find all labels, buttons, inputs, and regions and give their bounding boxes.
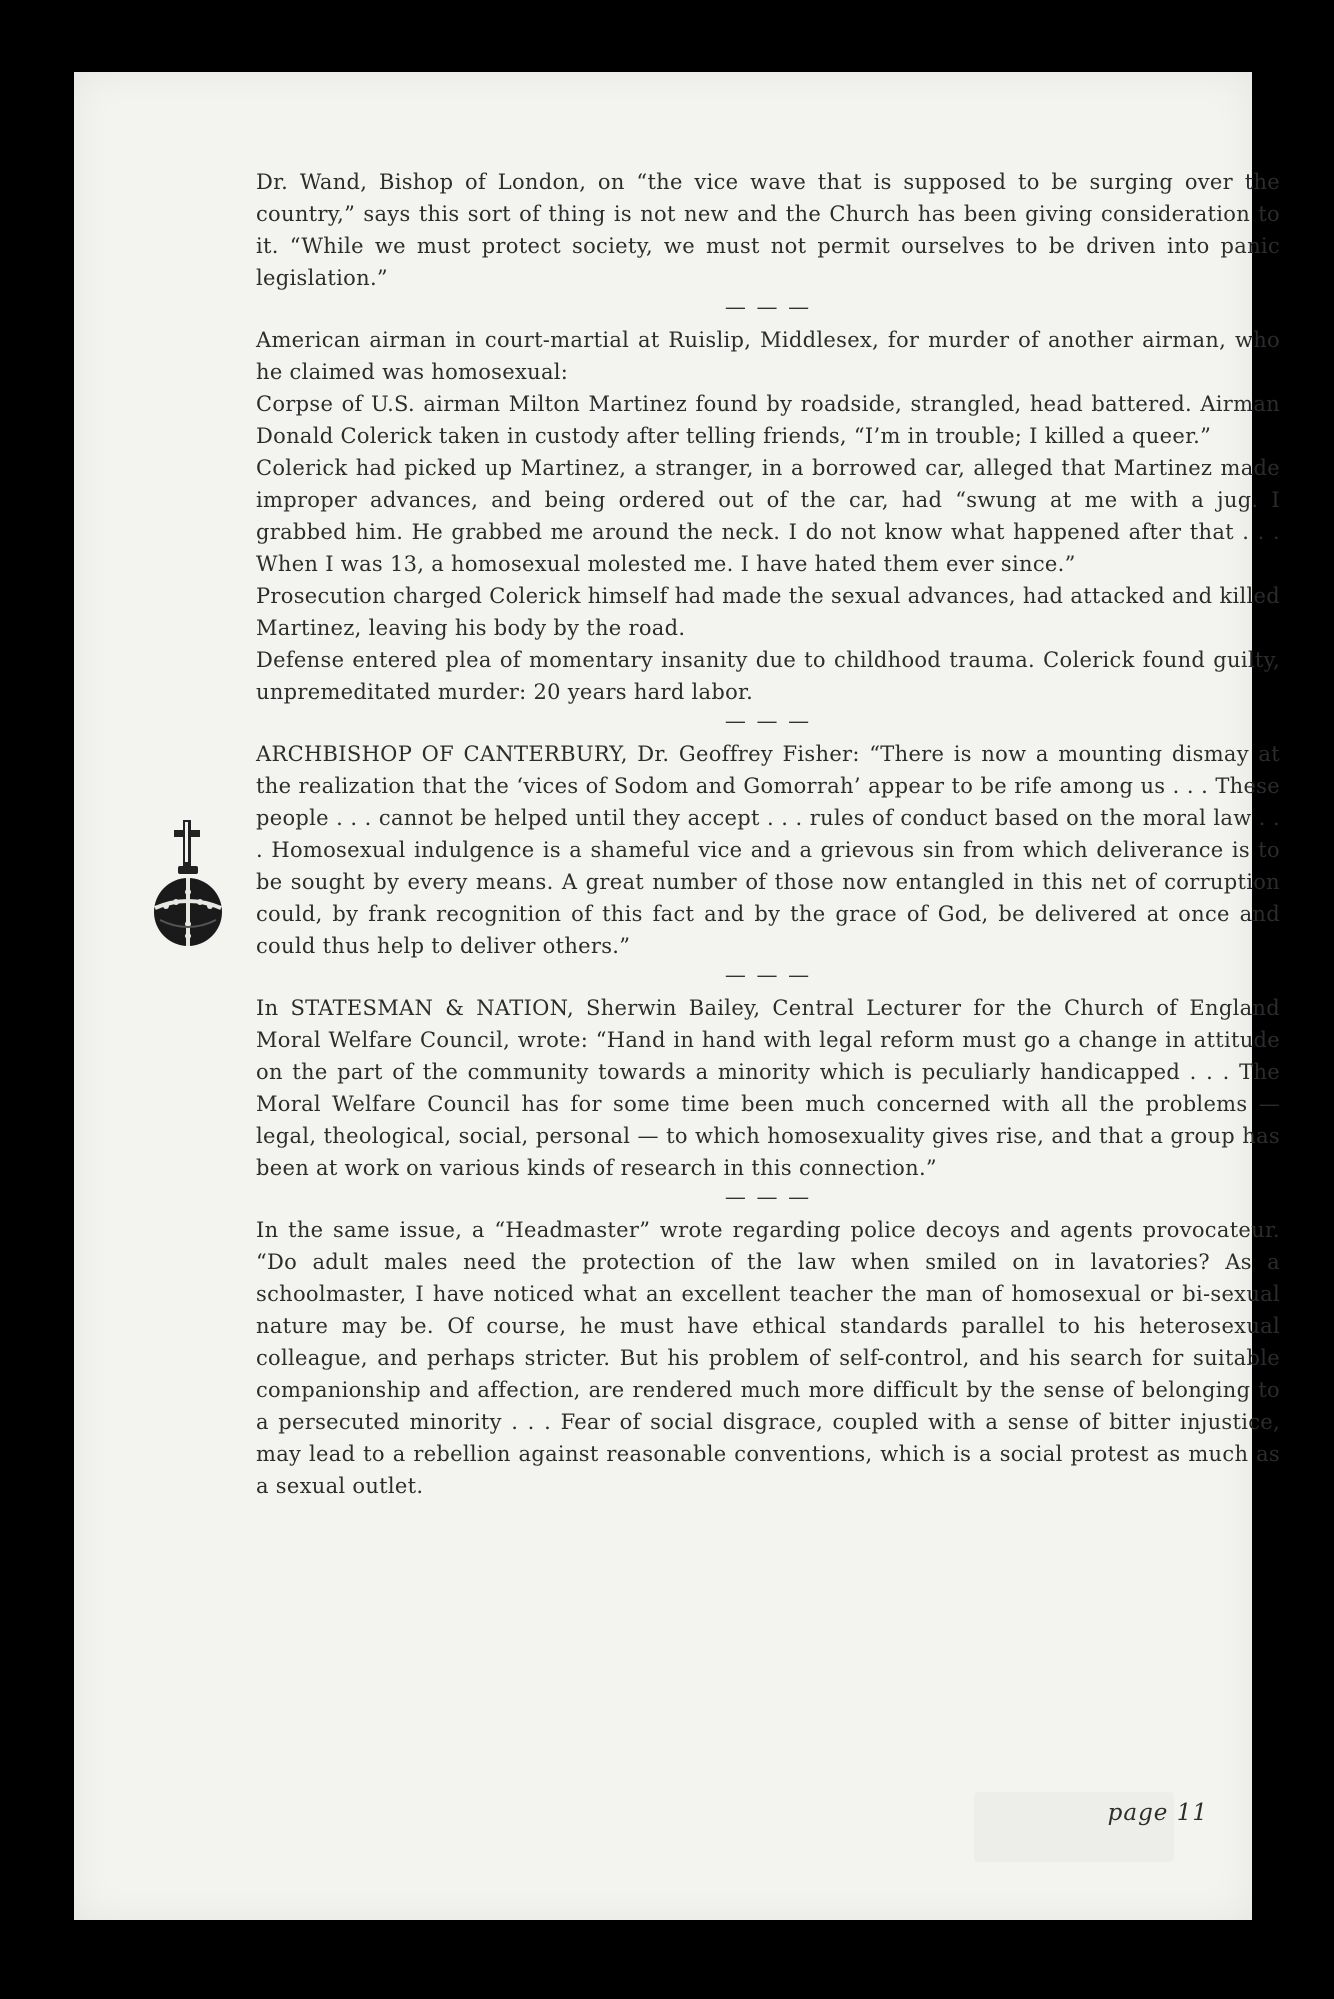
- paragraph-corpse: Corpse of U.S. airman Milton Martinez found by roadside, strangled, head battered. Airman Donald Colerick taken in custody after telling friends, “I’m in trouble; I killed a queer.”: [256, 392, 1280, 448]
- paragraph-bishop-wand: Dr. Wand, Bishop of London, on “the vice wave that is supposed to be surging over the country,” says this sort of thing is not new and the Church has been giving consideration to it. “While we must protect society, we must not permit ourselves to be driven into panic legislation.”: [256, 170, 1280, 290]
- section-separator: — — —: [724, 1185, 812, 1209]
- section-separator: — — —: [724, 963, 812, 987]
- paragraph-prosecution: Prosecution charged Colerick himself had made the sexual advances, had attacked and killed Martinez, leaving his body by the road.: [256, 584, 1280, 640]
- paragraph-defense: Defense entered plea of momentary insanity due to childhood trauma. Colerick found guilty, unpremeditated murder: 20 years hard labor.: [256, 648, 1280, 704]
- article-body: [256, 166, 1280, 1502]
- paragraph-statesman-nation: In STATESMAN & NATION, Sherwin Bailey, Central Lecturer for the Church of England Moral Welfare Council, wrote: “Hand in hand with legal reform must go a change in attitude on the part of the community towards a minority which is peculiarly handicapped . . . The Moral Welfare Council has for some time been much concerned with all the problems — legal, theological, social, personal — to which homosexuality gives rise, and that a group has been at work on various kinds of research in this connection.”: [256, 996, 1280, 1180]
- document-page: [74, 72, 1280, 1920]
- page-number: page 11: [1107, 1800, 1208, 1826]
- paragraph-airman-intro: American airman in court-martial at Ruislip, Middlesex, for murder of another airman, who he claimed was homosexual:: [256, 328, 1280, 384]
- section-separator: — — —: [724, 295, 812, 319]
- paragraph-archbishop: ARCHBISHOP OF CANTERBURY, Dr. Geoffrey Fisher: “There is now a mounting dismay at the realization that the ‘vices of Sodom and Gomorrah’ appear to be rife among us . . . These people . . . cannot be helped until they accept . . . rules of conduct based on the moral law . . . Homosexual indulgence is a shameful vice and a grievous sin from which deliverance is to be sought by every means. A great number of those now entangled in this net of corruption could, by frank recognition of this fact and by the grace of God, be delivered at once and could thus help to deliver others.”: [256, 742, 1280, 958]
- section-separator: — — —: [724, 709, 812, 733]
- paragraph-colerick: Colerick had picked up Martinez, a stranger, in a borrowed car, alleged that Martinez made improper advances, and being ordered out of the car, had “swung at me with a jug. I grabbed him. He grabbed me around the neck. I do not know what happened after that . . . When I was 13, a homosexual molested me. I have hated them ever since.”: [256, 456, 1280, 576]
- paragraph-headmaster: In the same issue, a “Headmaster” wrote regarding police decoys and agents provocateur. “Do adult males need the protection of the law when smiled on in lavatories? As a schoolmaster, I have noticed what an excellent teacher the man of homosexual or bi-sexual nature may be. Of course, he must have ethical standards parallel to his heterosexual colleague, and perhaps stricter. But his problem of self-control, and his search for suitable companionship and affection, are rendered much more difficult by the sense of belonging to a persecuted minority . . . Fear of social disgrace, coupled with a sense of bitter injustice, may lead to a rebellion against reasonable conventions, which is a social protest as much as a sexual outlet.: [256, 1218, 1280, 1498]
- orb-icon: [152, 814, 224, 954]
